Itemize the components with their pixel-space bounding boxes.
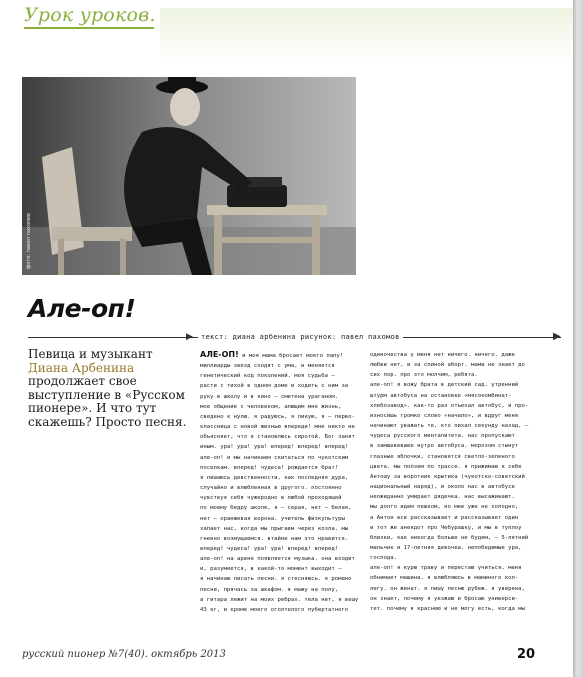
column-line: мальчик и 17-летняя девочка. непобедимые ура, <box>370 544 522 551</box>
column-line: миллиарды звезд сходят с ума, и меняется <box>200 363 335 370</box>
column-line: объясняет, что я становлюсь сиротой. Бог занят <box>200 434 355 441</box>
column-line: вперед! чудеса! ура! ура! вперед! вперед! <box>200 545 339 552</box>
photo-illustration <box>22 77 356 275</box>
column-line: он знает, почему я уезжаю и бросаю универси- <box>370 595 519 602</box>
column-line: але-оп! и мы начинаем скитаться по чукотским <box>200 454 349 461</box>
column-line: сведено к нулю. я радуюсь, я ликую, я — перво- <box>200 413 355 420</box>
column-line: по моему бедру школе, я — серая, нет — белая, <box>200 505 352 512</box>
lede-author-name: Диана Арбенина <box>28 360 135 375</box>
article-photo <box>22 77 356 275</box>
column-line: цвета. мы ползем по трассе. я прижимаю к себе <box>370 463 522 470</box>
page-number: 20 <box>517 647 536 662</box>
column-line: нет — оранжевая ворона. учитель физкультуры <box>200 515 345 522</box>
column-line: хлебозавод». как-то раз отъехал автобус, и про- <box>370 402 529 409</box>
column-line: песни, прячась за шкафом. я мажу на полу, <box>200 586 339 593</box>
header-band <box>160 8 573 62</box>
column-line: гневно возмущаемся. втайне нам это нравится. <box>200 535 349 542</box>
column-line: господа. <box>370 555 397 562</box>
column-line: сих пор. про это молчим, ребята. <box>370 372 478 379</box>
column-line: поселкам. вперед! чудеса! рождается брат! <box>200 464 339 471</box>
article-byline: текст: диана арбенина рисунок: павел пахомов <box>198 331 403 343</box>
column-line: и тот же анекдот про Чебурашку, и мы в туплоу <box>370 524 522 531</box>
column-line: мое общение с человеком, алющим мне жизнь, <box>200 403 342 410</box>
column-line: износишь громко слово «начало», и вдруг меня <box>370 412 519 419</box>
column-line: легу. он женат. я пишу песню рубеж. я уверена, <box>370 585 525 592</box>
lead-word: АЛЕ-ОП! <box>200 350 239 359</box>
column-line: близки, как никогда больше не будем, — 5-летний <box>370 534 529 541</box>
column-line: але-оп! на арене появляется музыка. она входит <box>200 556 355 563</box>
article-title: Але-оп! <box>28 294 136 323</box>
column-line: глазные яблочки, становятся светло-зеленого <box>370 453 515 460</box>
column-line: 43 кг, и кроме моего оголтелого пубертатного <box>200 606 349 613</box>
column-line: Антошу за воротник крытика (чукотско-советский <box>370 473 525 480</box>
lead-sentence: и моя мама бросает моего папу! <box>238 353 344 359</box>
column-line: чувствуя себя чужеродно в любой проходящей <box>200 495 342 502</box>
footer-magazine-issue: русский пионер №7(40). октябрь 2013 <box>22 649 226 660</box>
column-line: начинают уважать те, кто пихал секунду назад, — <box>370 423 529 430</box>
page-edge-shadow <box>573 0 584 677</box>
column-line: мы долго идем пешком, но мне уже не холодно, <box>370 504 519 511</box>
column-line <box>200 350 360 361</box>
column-line: а Антон все рассказывает и рассказывает один <box>370 514 519 521</box>
lede-prefix: Певица и музыкант <box>28 347 153 361</box>
byline-end-arrow-icon: ▶ <box>553 331 561 342</box>
column-line: расти с тихой в одном доме и ходить с ним за <box>200 383 349 390</box>
column-line: любви нет, и за спиной аборт. мама не знает до <box>370 362 525 369</box>
column-line: але-оп! я вожу брата в детский сад. утренний <box>370 382 519 389</box>
column-line: случайно и влюбленная в другого. постоянно <box>200 485 342 492</box>
article-lede <box>28 348 188 430</box>
column-line: генетический код поколений. моя судьба — <box>200 373 335 380</box>
column-line: а гитара лежит на моих ребрах. тела нет, я вешу <box>200 596 359 603</box>
lede-text: продолжает свое выступление в «Русском пионере». И что тут скажешь? Просто песня. <box>28 374 187 429</box>
column-line: руку в школу и в кино — сметена ураганом. <box>200 393 339 400</box>
column-line: я начинаю писать песни. я стесняюсь. я романо <box>200 576 352 583</box>
column-line: иным. ура! ура! ура! вперед! вперед! вперед! <box>200 444 349 451</box>
column-line: в замшевевшее нутро автобуса. морозом стынут <box>370 443 519 450</box>
section-title-rule <box>24 27 154 29</box>
byline-arrow-icon: ▶ <box>186 332 193 342</box>
column-line: классница с новой жизнью впереди! мне никто не <box>200 424 355 431</box>
column-line: тет. почему я краснею и не могу есть, когда мы <box>370 605 525 612</box>
column-line: национальный наряд), и около нас в автобусе <box>370 484 515 491</box>
column-line: але-оп! я курю траву и перестаю учиться, меня <box>370 565 522 572</box>
article-column-1 <box>200 350 360 615</box>
column-line: штурм автобуса на остановке «мясокомбинат- <box>370 392 512 399</box>
column-line: хапает нас, когда мы прыгаем через козла. мы <box>200 525 349 532</box>
column-line: и, разумеется, в какой-то момент выходит — <box>200 566 342 573</box>
column-line: обнимает машина. я влюбляюсь в маминого кол- <box>370 575 519 582</box>
column-line: неожиданно умирает дядечка. нас высаживают. <box>370 494 515 501</box>
article-column-2 <box>370 350 530 614</box>
column-line: я лишаюсь девственности, как последняя дура, <box>200 474 349 481</box>
column-line: одиночества у меня нет ничего. ничего. даже <box>370 352 515 358</box>
photo-credit: фото: павел пахомов <box>26 213 32 269</box>
column-line: чудеса русского менталитета. нас пропускают <box>370 433 515 440</box>
section-title: Урок уроков. <box>24 4 156 26</box>
